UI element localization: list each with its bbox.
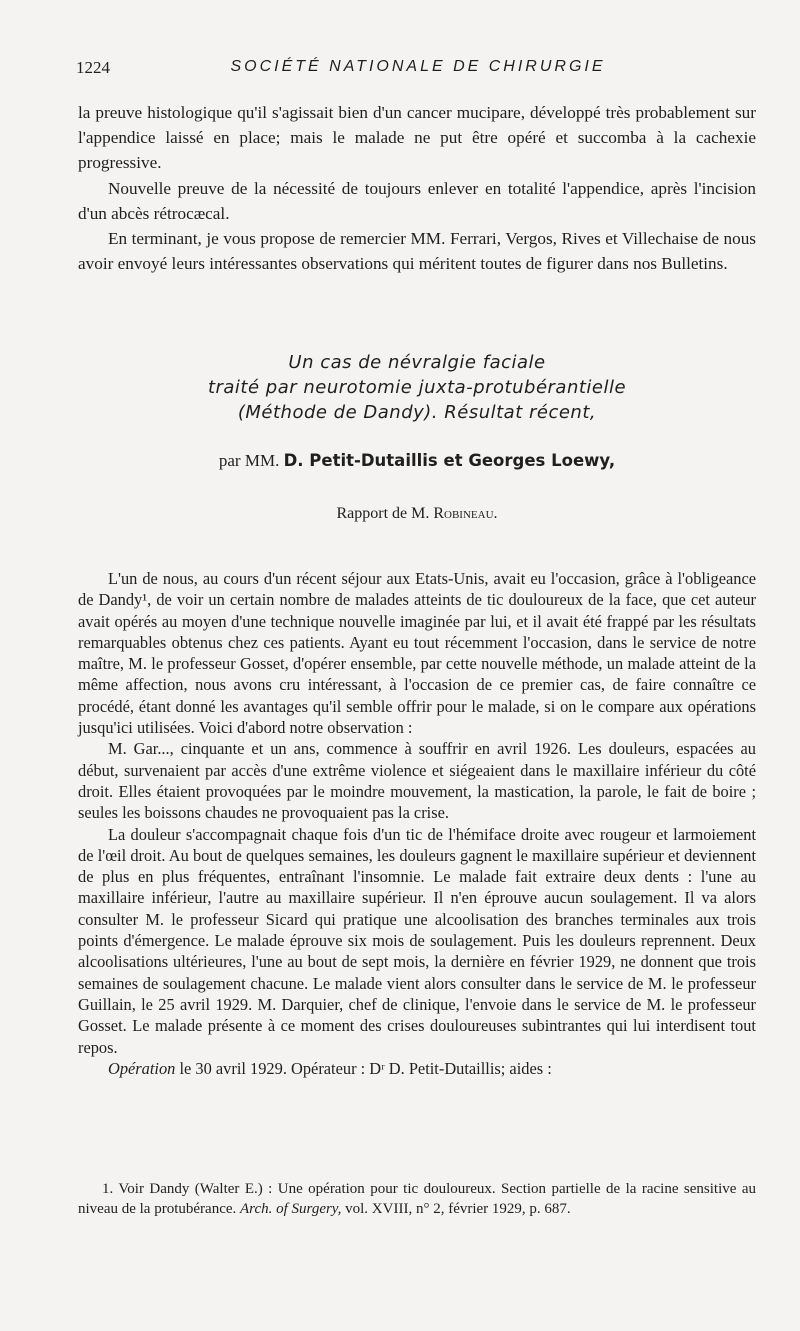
article-title-line: traité par neurotomie juxta-protubérantielle xyxy=(207,377,627,398)
report-prefix: Rapport de M. xyxy=(336,505,430,522)
paragraph: Nouvelle preuve de la nécessité de toujours enlever en totalité l'appendice, après l'incision d'un abcès rétrocæcal. xyxy=(78,178,756,223)
paragraph: M. Gar..., cinquante et un ans, commence à souffrir en avril 1926. Les douleurs, espacées au début, survenaient par accès d'une extrême violence et siégeaient dans le maxillaire inférieur du côté droit. Elles étaient provoquées par le moindre mouvement, la mastication, la parole, le fait de boire ; seules les boissons chaudes ne provoquaient pas la crise. xyxy=(78,739,756,823)
paragraph: La douleur s'accompagnait chaque fois d'un tic de l'hémiface droite avec rougeur et larmoiement de l'œil droit. Au bout de quelques semaines, les douleurs gagnent le maxillaire supérieur et deviennent de plus en plus fréquentes, entraînant l'insomnie. Le malade fait extraire deux dents : l'une au maxillaire inférieur, l'autre au maxillaire supérieur. Il n'en éprouve aucun soulagement. Il va alors consulter M. le professeur Sicard qui pratique une alcoolisation des branches terminales aux trois points d'émergence. Le malade éprouve six mois de soulagement. Puis les douleurs reprennent. Deux alcoolisations ultérieures, l'une au bout de sept mois, la dernière en février 1929, ne donnent que trois semaines de soulagement chacune. Le malade vient alors consulter dans le service de M. le professeur Guillain, le 25 avril 1929. M. Darquier, chef de clinique, l'envoie dans le service de M. le professeur Gosset. Le malade présente à ce moment des crises douloureuses subintrantes qui lui interdisent tout repos. xyxy=(78,824,756,1057)
article-title-line: (Méthode de Dandy). Résultat récent, xyxy=(237,402,597,423)
authors-line xyxy=(78,451,756,471)
paragraph: En terminant, je vous propose de remercier MM. Ferrari, Vergos, Rives et Villechaise de nous avoir envoyé leurs intéressantes observations qui méritent toutes de figurer dans nos Bulletins. xyxy=(78,229,756,274)
footnote xyxy=(78,1180,756,1219)
page-number: 1224 xyxy=(76,58,110,77)
journal-title: SOCIÉTÉ NATIONALE DE CHIRURGIE xyxy=(230,58,606,75)
article-body xyxy=(78,568,756,1079)
running-head xyxy=(76,58,760,84)
paragraph: la preuve histologique qu'il s'agissait bien d'un cancer mucipare, développé très probablement sur l'appendice laissé en place; mais le malade ne put être opéré et succomba à la cachexie progressive. xyxy=(78,103,756,173)
report-line xyxy=(78,505,756,523)
article-heading xyxy=(78,350,756,523)
footnote-suffix: vol. XVIII, n° 2, février 1929, p. 687. xyxy=(341,1200,571,1217)
operation-paragraph xyxy=(78,1058,756,1079)
footnote-journal: Arch. of Surgery, xyxy=(240,1200,342,1217)
footnote-text xyxy=(78,1180,756,1219)
reporter-name: Robineau. xyxy=(433,505,498,522)
intro-text xyxy=(78,100,756,276)
authors-prefix: par MM. xyxy=(218,451,280,470)
author-names: D. Petit-Dutaillis et Georges Loewy, xyxy=(283,451,616,470)
paragraph: L'un de nous, au cours d'un récent séjour aux Etats-Unis, avait eu l'occasion, grâce à l'obligeance de Dandy¹, de voir un certain nombre de malades atteints de tic douloureux de la face, que cet auteur avait opérés au moyen d'une technique nouvelle imaginée par lui, et il avait été frappé par les résultats remarquables obtenus chez ces patients. Ayant eu tout récemment l'occasion, dans le service de notre maître, M. le professeur Gosset, d'opérer ensemble, par cette nouvelle méthode, un malade atteint de la même affection, nous avons cru intéressant, à l'occasion de ce premier cas, de faire connaître ce procédé, étant donné les avantages qu'il semble offrir pour le malade, si on le compare aux opérations jusqu'ici utilisées. Voici d'abord notre observation : xyxy=(78,569,756,738)
footnote-prefix: 1. Voir Dandy (Walter E.) : Une opération pour tic douloureux. Section partielle de la racine sensitive au niveau de la protubérance. xyxy=(78,1181,756,1217)
article-title-line: Un cas de névralgie faciale xyxy=(288,352,546,373)
operation-text: le 30 avril 1929. Opérateur : Dʳ D. Petit-Dutaillis; aides : xyxy=(175,1058,552,1078)
operation-label: Opération xyxy=(108,1058,176,1078)
